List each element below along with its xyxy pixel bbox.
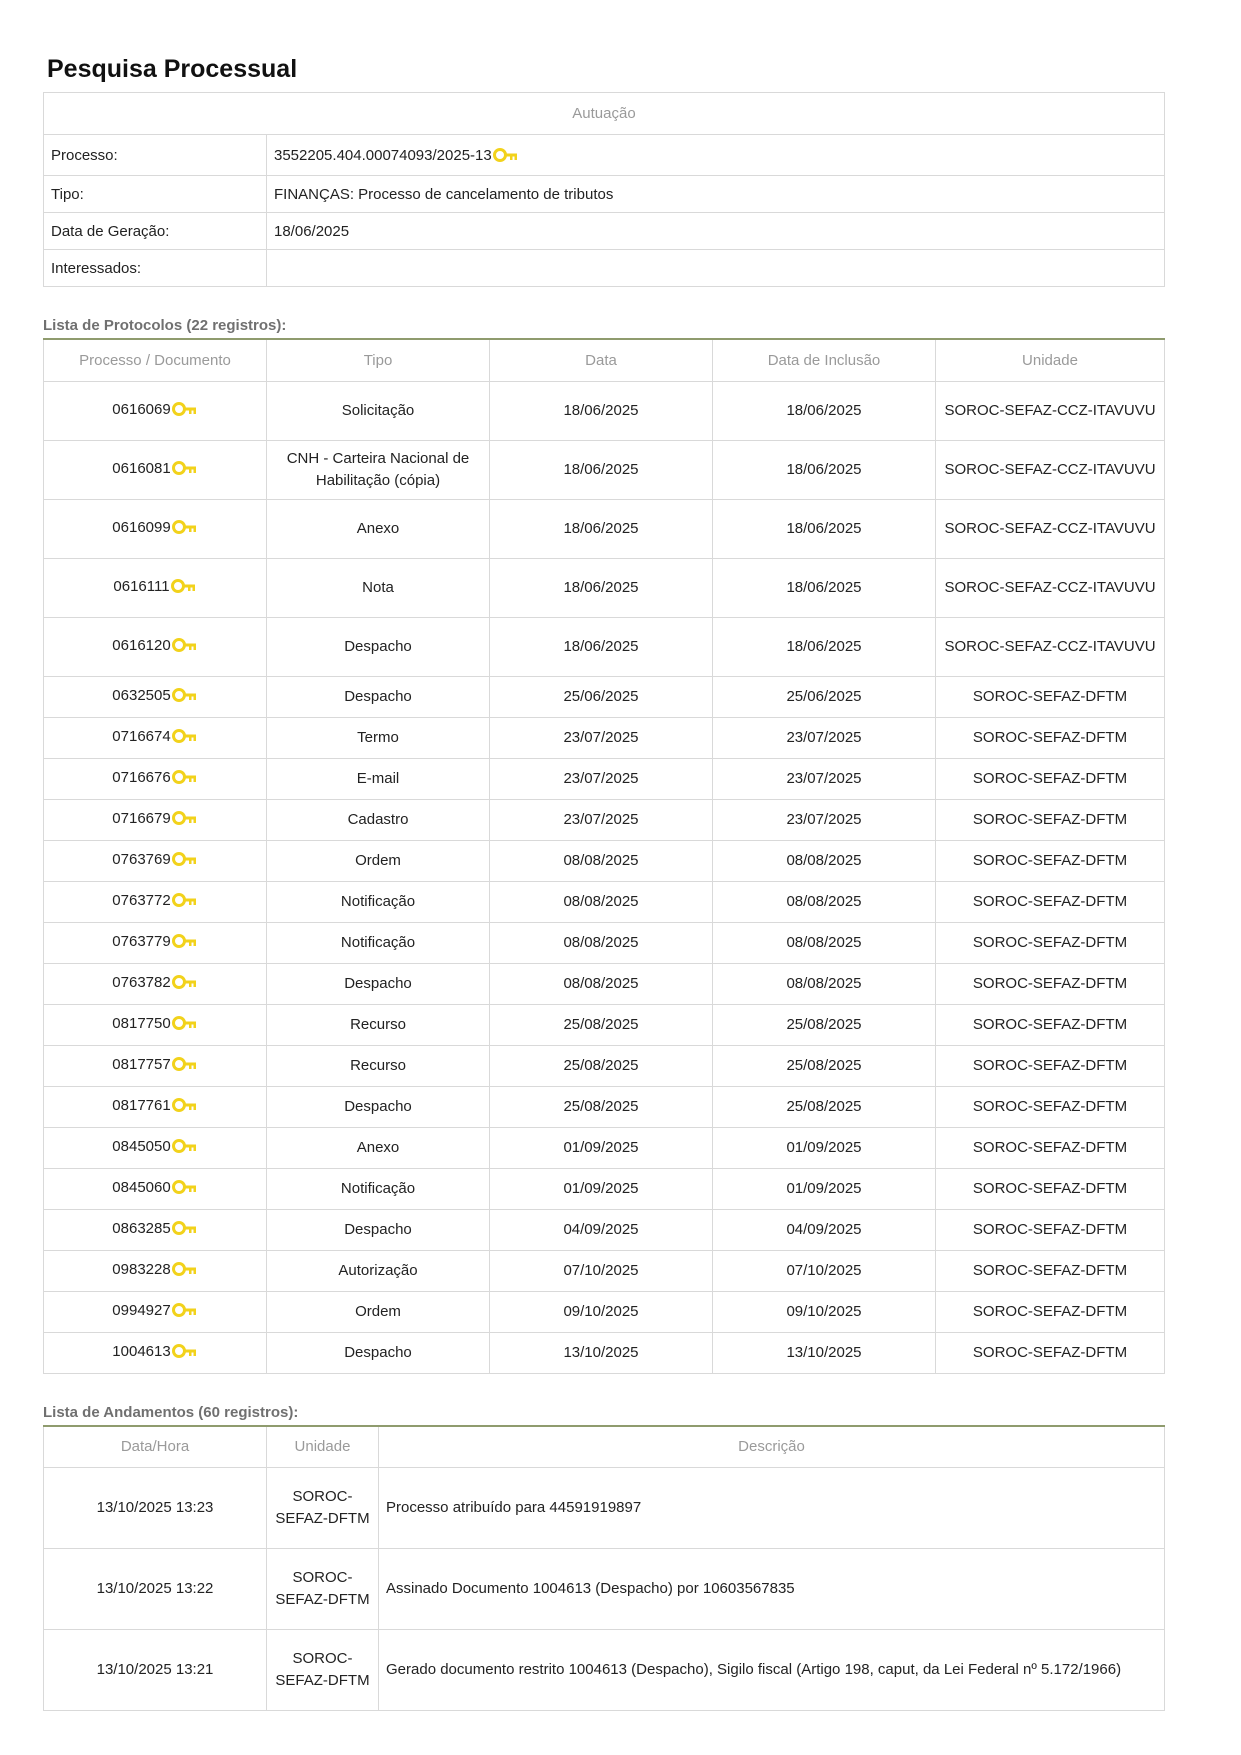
unit-cell: SOROC-SEFAZ-DFTM: [936, 1045, 1165, 1086]
type-cell: CNH - Carteira Nacional de Habilitação (cópia): [267, 440, 490, 499]
document-number[interactable]: 0845060: [112, 1178, 171, 1196]
inclusion-date-cell: 23/07/2025: [713, 758, 936, 799]
unit-cell: SOROC-SEFAZ-DFTM: [936, 1291, 1165, 1332]
unit-cell: SOROC-SEFAZ-CCZ-ITAVUVU: [936, 617, 1165, 676]
type-cell: Anexo: [267, 499, 490, 558]
unit-cell: SOROC-SEFAZ-DFTM: [936, 799, 1165, 840]
date-cell: 25/08/2025: [490, 1086, 713, 1127]
inclusion-date-cell: 08/08/2025: [713, 922, 936, 963]
inclusion-date-cell: 07/10/2025: [713, 1250, 936, 1291]
column-header: Unidade: [267, 1427, 379, 1468]
document-link[interactable]: [112, 1302, 197, 1319]
date-cell: 07/10/2025: [490, 1250, 713, 1291]
unit-cell: SOROC-SEFAZ-DFTM: [936, 840, 1165, 881]
document-number[interactable]: 0716674: [112, 727, 171, 745]
date-cell: 18/06/2025: [490, 617, 713, 676]
protocolos-table: [43, 340, 1165, 1374]
key-icon[interactable]: [172, 1138, 198, 1154]
document-cell: [44, 881, 267, 922]
type-cell: Ordem: [267, 840, 490, 881]
date-cell: 23/07/2025: [490, 758, 713, 799]
document-cell: [44, 1004, 267, 1045]
unit-cell: SOROC-SEFAZ-DFTM: [936, 717, 1165, 758]
document-cell: [44, 676, 267, 717]
unit-cell: SOROC-SEFAZ-CCZ-ITAVUVU: [936, 381, 1165, 440]
table-row: [44, 1168, 1165, 1209]
inclusion-date-cell: 25/08/2025: [713, 1045, 936, 1086]
date-cell: 08/08/2025: [490, 881, 713, 922]
document-link[interactable]: [112, 1015, 197, 1032]
date-cell: 25/08/2025: [490, 1004, 713, 1045]
document-number[interactable]: 0817761: [112, 1096, 171, 1114]
page-title: Pesquisa Processual: [47, 55, 298, 83]
table-row: [44, 499, 1165, 558]
type-cell: Recurso: [267, 1045, 490, 1086]
document-number[interactable]: 0763782: [112, 973, 171, 991]
table-row: [44, 381, 1165, 440]
table-row: [44, 1250, 1165, 1291]
autuacao-value: [267, 176, 1165, 213]
unit-cell: SOROC-SEFAZ-DFTM: [936, 1086, 1165, 1127]
document-cell: [44, 440, 267, 499]
document-number[interactable]: 0716679: [112, 809, 171, 827]
key-icon[interactable]: [172, 1015, 198, 1031]
document-cell: [44, 381, 267, 440]
key-icon[interactable]: [172, 892, 198, 908]
document-link[interactable]: [112, 401, 197, 418]
column-header: Data: [490, 340, 713, 381]
inclusion-date-cell: 25/06/2025: [713, 676, 936, 717]
autuacao-value: [267, 213, 1165, 250]
document-link[interactable]: [112, 1220, 197, 1237]
document-number[interactable]: 0616111: [113, 577, 170, 595]
date-cell: 04/09/2025: [490, 1209, 713, 1250]
unit-cell: SOROC-SEFAZ-DFTM: [936, 758, 1165, 799]
page: [43, 52, 1165, 1711]
inclusion-date-cell: 08/08/2025: [713, 881, 936, 922]
field-label: Data de Geração:: [51, 222, 170, 240]
inclusion-date-cell: 25/08/2025: [713, 1086, 936, 1127]
inclusion-date-cell: 04/09/2025: [713, 1209, 936, 1250]
document-number[interactable]: 0616081: [112, 459, 171, 477]
key-icon[interactable]: [172, 637, 198, 653]
column-header: Data de Inclusão: [713, 340, 936, 381]
document-link[interactable]: [112, 460, 197, 477]
inclusion-date-cell: 09/10/2025: [713, 1291, 936, 1332]
date-cell: 01/09/2025: [490, 1168, 713, 1209]
document-link[interactable]: [112, 1261, 197, 1278]
column-header: Data/Hora: [44, 1427, 267, 1468]
document-link[interactable]: [112, 892, 197, 909]
autuacao-value: [267, 135, 1165, 176]
document-cell: [44, 922, 267, 963]
inclusion-date-cell: 18/06/2025: [713, 381, 936, 440]
type-cell: Recurso: [267, 1004, 490, 1045]
field-label: Interessados:: [51, 259, 142, 277]
document-cell: [44, 1045, 267, 1086]
document-link[interactable]: [112, 728, 197, 745]
date-cell: 25/06/2025: [490, 676, 713, 717]
document-number[interactable]: 0716676: [112, 768, 171, 786]
date-cell: 18/06/2025: [490, 381, 713, 440]
key-icon[interactable]: [172, 1097, 198, 1113]
type-cell: Notificação: [267, 922, 490, 963]
type-cell: Despacho: [267, 617, 490, 676]
key-icon[interactable]: [172, 728, 198, 744]
unit-cell: SOROC-SEFAZ-DFTM: [936, 1250, 1165, 1291]
unit-cell: SOROC-SEFAZ-CCZ-ITAVUVU: [936, 558, 1165, 617]
date-cell: 08/08/2025: [490, 840, 713, 881]
document-cell: [44, 1086, 267, 1127]
inclusion-date-cell: 23/07/2025: [713, 799, 936, 840]
type-cell: Nota: [267, 558, 490, 617]
unit-cell: SOROC-SEFAZ-DFTM: [936, 1127, 1165, 1168]
type-cell: E-mail: [267, 758, 490, 799]
document-cell: [44, 1332, 267, 1373]
document-cell: [44, 558, 267, 617]
field-value: FINANÇAS: Processo de cancelamento de tributos: [274, 185, 614, 203]
table-row: [44, 758, 1165, 799]
document-link[interactable]: [112, 519, 197, 536]
description-cell: Processo atribuído para 44591919897: [379, 1468, 1165, 1549]
inclusion-date-cell: 23/07/2025: [713, 717, 936, 758]
table-row: [44, 1086, 1165, 1127]
inclusion-date-cell: 01/09/2025: [713, 1168, 936, 1209]
column-header: Descrição: [379, 1427, 1165, 1468]
unit-cell: SOROC-SEFAZ-DFTM: [936, 963, 1165, 1004]
table-row: [44, 1209, 1165, 1250]
key-icon[interactable]: [172, 687, 198, 703]
document-cell: [44, 1209, 267, 1250]
key-icon[interactable]: [172, 810, 198, 826]
key-icon[interactable]: [172, 1261, 198, 1277]
inclusion-date-cell: 08/08/2025: [713, 840, 936, 881]
table-row: [44, 922, 1165, 963]
date-cell: 18/06/2025: [490, 440, 713, 499]
autuacao-row: [44, 176, 1165, 213]
document-link[interactable]: [112, 1097, 197, 1114]
document-number[interactable]: 0817750: [112, 1014, 171, 1032]
type-cell: Notificação: [267, 881, 490, 922]
date-cell: 01/09/2025: [490, 1127, 713, 1168]
document-number[interactable]: 0983228: [112, 1260, 171, 1278]
document-cell: [44, 1250, 267, 1291]
inclusion-date-cell: 18/06/2025: [713, 499, 936, 558]
type-cell: Despacho: [267, 1086, 490, 1127]
field-label: Processo:: [51, 146, 118, 164]
document-link[interactable]: [113, 578, 196, 595]
date-cell: 09/10/2025: [490, 1291, 713, 1332]
document-link[interactable]: [112, 1138, 197, 1155]
document-link[interactable]: [112, 974, 197, 991]
document-number[interactable]: 0763772: [112, 891, 171, 909]
autuacao-label: [44, 250, 267, 287]
inclusion-date-cell: 18/06/2025: [713, 558, 936, 617]
type-cell: Anexo: [267, 1127, 490, 1168]
unit-cell: SOROC-SEFAZ-DFTM: [936, 1209, 1165, 1250]
unit-cell: SOROC-SEFAZ-DFTM: [936, 922, 1165, 963]
document-link[interactable]: [112, 1056, 197, 1073]
date-cell: 08/08/2025: [490, 922, 713, 963]
type-cell: Despacho: [267, 1209, 490, 1250]
inclusion-date-cell: 25/08/2025: [713, 1004, 936, 1045]
autuacao-table: [43, 92, 1165, 287]
table-row: [44, 558, 1165, 617]
autuacao-row: [44, 213, 1165, 250]
unit-cell: SOROC-SEFAZ-DFTM: [267, 1549, 379, 1630]
date-cell: 08/08/2025: [490, 963, 713, 1004]
type-cell: Solicitação: [267, 381, 490, 440]
unit-cell: SOROC-SEFAZ-DFTM: [936, 881, 1165, 922]
key-icon[interactable]: [172, 1302, 198, 1318]
document-number[interactable]: 0616120: [112, 636, 171, 654]
unit-cell: SOROC-SEFAZ-DFTM: [936, 1004, 1165, 1045]
document-cell: [44, 840, 267, 881]
description-cell: Assinado Documento 1004613 (Despacho) por 10603567835: [379, 1549, 1165, 1630]
table-row: [44, 881, 1165, 922]
date-cell: 25/08/2025: [490, 1045, 713, 1086]
date-cell: 23/07/2025: [490, 717, 713, 758]
key-icon[interactable]: [172, 974, 198, 990]
autuacao-label: [44, 213, 267, 250]
table-row: [44, 1549, 1165, 1630]
document-link[interactable]: [112, 769, 197, 786]
type-cell: Autorização: [267, 1250, 490, 1291]
type-cell: Termo: [267, 717, 490, 758]
table-row: [44, 1291, 1165, 1332]
datetime-cell: 13/10/2025 13:23: [44, 1468, 267, 1549]
date-cell: 18/06/2025: [490, 558, 713, 617]
date-cell: 13/10/2025: [490, 1332, 713, 1373]
type-cell: Despacho: [267, 676, 490, 717]
protocolos-title: Lista de Protocolos (22 registros):: [43, 317, 287, 334]
field-label: Tipo:: [51, 185, 84, 203]
document-cell: [44, 617, 267, 676]
table-row: [44, 840, 1165, 881]
document-cell: [44, 1291, 267, 1332]
document-cell: [44, 717, 267, 758]
andamentos-table: [43, 1427, 1165, 1712]
date-cell: 23/07/2025: [490, 799, 713, 840]
table-row: [44, 1045, 1165, 1086]
table-row: [44, 1127, 1165, 1168]
key-icon[interactable]: [172, 851, 198, 867]
table-row: [44, 799, 1165, 840]
field-value: 18/06/2025: [274, 222, 350, 240]
unit-cell: SOROC-SEFAZ-DFTM: [267, 1468, 379, 1549]
document-cell: [44, 799, 267, 840]
table-row: [44, 1630, 1165, 1711]
key-icon[interactable]: [172, 933, 198, 949]
unit-cell: SOROC-SEFAZ-DFTM: [936, 1168, 1165, 1209]
document-cell: [44, 963, 267, 1004]
datetime-cell: 13/10/2025 13:22: [44, 1549, 267, 1630]
document-number[interactable]: 0616069: [112, 400, 171, 418]
type-cell: Notificação: [267, 1168, 490, 1209]
key-icon[interactable]: [172, 401, 198, 417]
key-icon[interactable]: [172, 1343, 198, 1359]
table-row: [44, 440, 1165, 499]
table-row: [44, 717, 1165, 758]
document-number[interactable]: 0632505: [112, 686, 171, 704]
autuacao-value: [267, 250, 1165, 287]
unit-cell: SOROC-SEFAZ-CCZ-ITAVUVU: [936, 499, 1165, 558]
key-icon[interactable]: [493, 147, 519, 163]
document-link[interactable]: [112, 637, 197, 654]
document-number[interactable]: 0763769: [112, 850, 171, 868]
date-cell: 18/06/2025: [490, 499, 713, 558]
document-cell: [44, 499, 267, 558]
type-cell: Despacho: [267, 963, 490, 1004]
inclusion-date-cell: 13/10/2025: [713, 1332, 936, 1373]
autuacao-label: [44, 135, 267, 176]
table-row: [44, 1468, 1165, 1549]
unit-cell: SOROC-SEFAZ-CCZ-ITAVUVU: [936, 440, 1165, 499]
document-link[interactable]: [112, 851, 197, 868]
column-header: Tipo: [267, 340, 490, 381]
document-cell: [44, 758, 267, 799]
autuacao-row: [44, 135, 1165, 176]
table-row: [44, 617, 1165, 676]
andamentos-title: Lista de Andamentos (60 registros):: [43, 1403, 299, 1421]
unit-cell: SOROC-SEFAZ-DFTM: [936, 676, 1165, 717]
document-number[interactable]: 0863285: [112, 1219, 171, 1237]
autuacao-row: [44, 250, 1165, 287]
table-row: [44, 676, 1165, 717]
type-cell: Ordem: [267, 1291, 490, 1332]
autuacao-label: [44, 176, 267, 213]
document-link[interactable]: [112, 933, 197, 950]
description-cell: Gerado documento restrito 1004613 (Despacho), Sigilo fiscal (Artigo 198, caput, da Lei Federal nº 5.172/1966): [379, 1630, 1165, 1711]
key-icon[interactable]: [172, 1056, 198, 1072]
inclusion-date-cell: 08/08/2025: [713, 963, 936, 1004]
unit-cell: SOROC-SEFAZ-DFTM: [936, 1332, 1165, 1373]
document-link[interactable]: [112, 687, 197, 704]
inclusion-date-cell: 01/09/2025: [713, 1127, 936, 1168]
column-header: Unidade: [936, 340, 1165, 381]
document-number[interactable]: 0763779: [112, 932, 171, 950]
key-icon[interactable]: [172, 1179, 198, 1195]
document-cell: [44, 1127, 267, 1168]
field-value[interactable]: 3552205.404.00074093/2025-13: [274, 146, 492, 164]
document-link[interactable]: [112, 1343, 197, 1360]
table-row: [44, 1332, 1165, 1373]
unit-cell: SOROC-SEFAZ-DFTM: [267, 1630, 379, 1711]
document-link[interactable]: [112, 810, 197, 827]
key-icon[interactable]: [171, 578, 197, 594]
key-icon[interactable]: [172, 519, 198, 535]
document-number[interactable]: 0817757: [112, 1055, 171, 1073]
table-row: [44, 963, 1165, 1004]
document-number[interactable]: 0616099: [112, 518, 171, 536]
document-number[interactable]: 1004613: [112, 1342, 171, 1360]
key-icon[interactable]: [172, 1220, 198, 1236]
table-row: [44, 1004, 1165, 1045]
document-cell: [44, 1168, 267, 1209]
document-number[interactable]: 0994927: [112, 1301, 171, 1319]
datetime-cell: 13/10/2025 13:21: [44, 1630, 267, 1711]
document-link[interactable]: [112, 1179, 197, 1196]
inclusion-date-cell: 18/06/2025: [713, 440, 936, 499]
type-cell: Despacho: [267, 1332, 490, 1373]
inclusion-date-cell: 18/06/2025: [713, 617, 936, 676]
key-icon[interactable]: [172, 769, 198, 785]
document-number[interactable]: 0845050: [112, 1137, 171, 1155]
autuacao-header: Autuação: [44, 93, 1165, 135]
column-header: Processo / Documento: [44, 340, 267, 381]
type-cell: Cadastro: [267, 799, 490, 840]
key-icon[interactable]: [172, 460, 198, 476]
